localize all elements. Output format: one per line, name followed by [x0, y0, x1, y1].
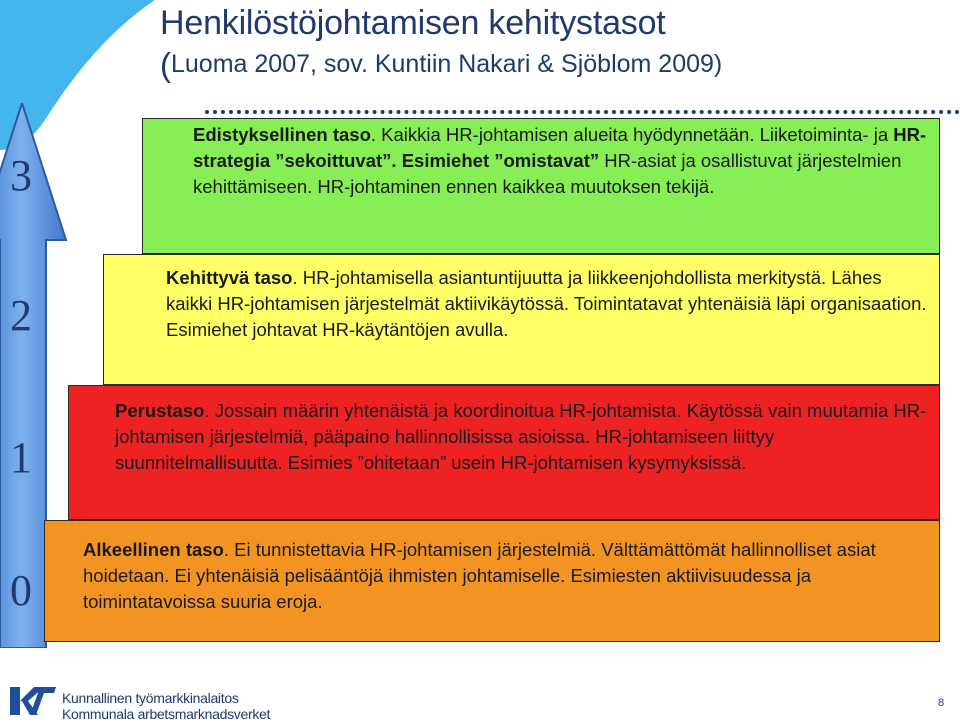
level-text-cont: HR-asiat ja osallistuvat järjestelmien kehittämiseen. HR-johtaminen ennen kaikkea muutoksen tekijä.	[193, 150, 902, 197]
level-box-1	[68, 385, 940, 520]
level-text: . Jossain määrin yhtenäistä ja koordinoitua HR-johtamista. Käytössä vain muutamia HR-johtamisen järjestelmiä, pääpaino hallinnollisissa asioissa. HR-johtamiseen liittyy suunnitelmallisuutta. Esimies ”ohitetaan” usein HR-johtamisen kysymyksissä.	[115, 400, 927, 473]
level-heading: Perustaso	[115, 400, 205, 421]
dotted-separator	[205, 110, 960, 114]
level-number-0: 0	[10, 566, 32, 615]
slide-title: Henkilöstöjohtamisen kehitystasot	[160, 4, 666, 42]
level-box-3	[142, 118, 940, 254]
level-number-1: 1	[10, 433, 32, 482]
level-box-2	[103, 254, 940, 385]
level-number-3: 3	[10, 151, 32, 200]
level-text: . Ei tunnistettavia HR-johtamisen järjestelmiä. Välttämättömät hallinnolliset asiat hoidetaan. Ei yhtenäisiä pelisääntöjä ihmisten johtamiselle. Esimiesten aktiivisuudessa ja toimintatavoissa suuria eroja.	[83, 539, 876, 612]
page-number: 8	[938, 697, 945, 709]
level-text: . Kaikkia HR-johtamisen alueita hyödynnetään. Liiketoiminta- ja	[370, 124, 894, 145]
level-box-0	[44, 520, 940, 642]
kt-logo-icon	[8, 683, 56, 719]
level-text: . HR-johtamisella asiantuntijuutta ja liikkeenjohdollista merkitystä. Lähes kaikki HR-johtamisen järjestelmät aktiivikäytössä. Toimintatavat yhtenäisiä läpi organisaation. Esimiehet johtavat HR-käytäntöjen avulla.	[166, 267, 927, 340]
organization-name: Kunnallinen työmarkkinalaitos Kommunala arbetsmarknadsverket	[62, 690, 271, 722]
level-heading: Edistyksellinen taso	[193, 124, 371, 145]
level-emphasis: HR-strategia ”sekoittuvat”. Esimiehet ”omistavat”	[193, 124, 927, 171]
level-number-2: 2	[10, 291, 32, 340]
level-heading: Alkeellinen taso	[83, 539, 224, 560]
level-heading: Kehittyvä taso	[166, 267, 293, 288]
slide-subtitle: (Luoma 2007, sov. Kuntiin Nakari & Sjöblom 2009)	[160, 46, 723, 83]
